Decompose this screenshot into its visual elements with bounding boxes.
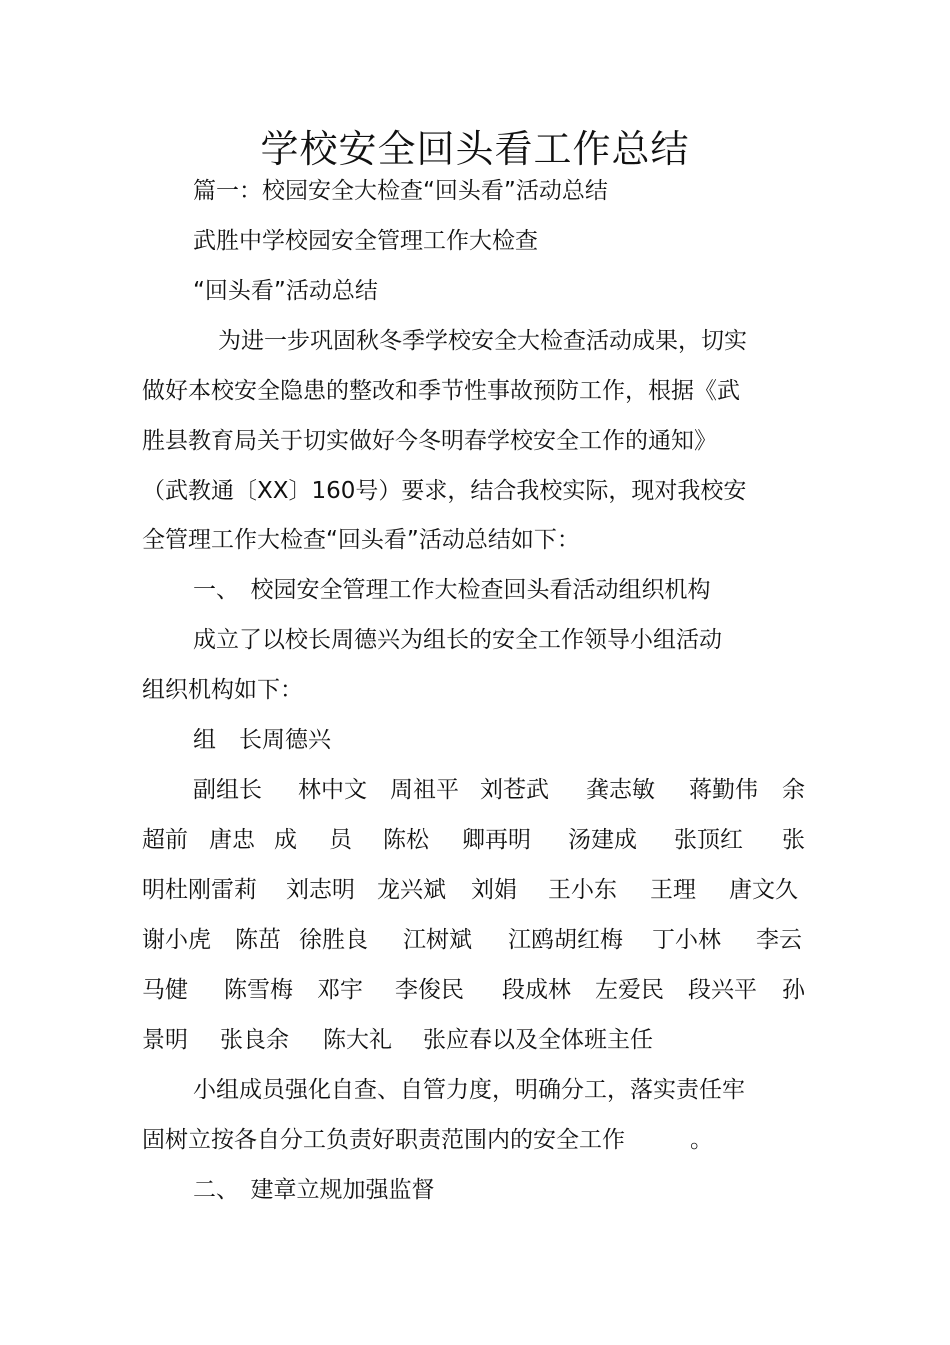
subtitle-line-2: “回头看”活动总结 bbox=[193, 278, 378, 304]
body-line: 胜县教育局关于切实做好今冬明春学校安全工作的通知》 bbox=[142, 428, 717, 454]
member-name: 唐忠 bbox=[209, 827, 255, 853]
member-name: 王小东 bbox=[548, 877, 617, 903]
article-heading: 篇一：校园安全大检查“回头看”活动总结 bbox=[193, 178, 608, 204]
period-mark: 。 bbox=[690, 1127, 713, 1153]
group-leader-line: 组 长周德兴 bbox=[193, 727, 331, 753]
member-name: 江树斌 bbox=[403, 927, 472, 953]
member-name: 林中文 bbox=[298, 777, 367, 803]
member-name: 周祖平 bbox=[390, 777, 459, 803]
member-name: 张 bbox=[782, 827, 805, 853]
body-line: 为进一步巩固秋冬季学校安全大检查活动成果，切实 bbox=[218, 328, 747, 354]
body-line: 固树立按各自分工负责好职责范围内的安全工作 bbox=[142, 1127, 625, 1153]
body-line: 全管理工作大检查“回头看”活动总结如下： bbox=[142, 527, 580, 553]
member-name: 超前 bbox=[142, 827, 188, 853]
member-row bbox=[142, 825, 806, 855]
member-name: 副组长 bbox=[193, 777, 262, 803]
member-name: 邓宇 bbox=[317, 977, 363, 1003]
section-heading-2: 二、 建章立规加强监督 bbox=[193, 1177, 435, 1203]
member-name: 陈松 bbox=[383, 827, 429, 853]
member-name: 李云 bbox=[756, 927, 802, 953]
member-name: 段成林 bbox=[502, 977, 571, 1003]
member-row bbox=[142, 1025, 806, 1055]
member-row bbox=[142, 925, 806, 955]
member-name: 卿再明 bbox=[462, 827, 531, 853]
member-name: 张良余 bbox=[220, 1027, 289, 1053]
subtitle-line-1: 武胜中学校园安全管理工作大检查 bbox=[193, 228, 538, 254]
member-name: 陈大礼 bbox=[323, 1027, 392, 1053]
member-name: 刘娟 bbox=[471, 877, 517, 903]
member-row bbox=[142, 875, 806, 905]
member-name: 汤建成 bbox=[568, 827, 637, 853]
member-name: 孙 bbox=[782, 977, 805, 1003]
member-name: 唐文久 bbox=[729, 877, 798, 903]
member-name: 张顶红 bbox=[674, 827, 743, 853]
body-line: 做好本校安全隐患的整改和季节性事故预防工作，根据《武 bbox=[142, 378, 740, 404]
member-name: 陈雪梅 bbox=[224, 977, 293, 1003]
member-name: 张应春以及全体班主任 bbox=[423, 1027, 653, 1053]
member-name: 陈茁 bbox=[235, 927, 281, 953]
member-name: 余 bbox=[782, 777, 805, 803]
member-name: 成 bbox=[274, 827, 297, 853]
member-name: 刘苍武 bbox=[480, 777, 549, 803]
member-name: 王理 bbox=[650, 877, 696, 903]
member-name: 景明 bbox=[142, 1027, 188, 1053]
member-name: 段兴平 bbox=[688, 977, 757, 1003]
body-line: 成立了以校长周德兴为组长的安全工作领导小组活动 bbox=[193, 627, 722, 653]
member-name: 江鸥胡红梅 bbox=[508, 927, 623, 953]
section-heading-1: 一、 校园安全管理工作大检查回头看活动组织机构 bbox=[193, 577, 711, 603]
body-line: 小组成员强化自查、自管力度，明确分工，落实责任牢 bbox=[193, 1077, 745, 1103]
member-name: 刘志明 bbox=[286, 877, 355, 903]
member-name: 李俊民 bbox=[395, 977, 464, 1003]
member-name: 明杜刚雷莉 bbox=[142, 877, 257, 903]
member-name: 左爱民 bbox=[595, 977, 664, 1003]
member-name: 龙兴斌 bbox=[377, 877, 446, 903]
body-line: 组织机构如下： bbox=[142, 677, 303, 703]
member-row bbox=[142, 775, 806, 805]
member-name: 徐胜良 bbox=[299, 927, 368, 953]
document-title: 学校安全回头看工作总结 bbox=[260, 127, 690, 171]
member-name: 谢小虎 bbox=[142, 927, 211, 953]
body-line: （武教通〔XX〕160号）要求，结合我校实际，现对我校安 bbox=[142, 478, 747, 504]
member-name: 丁小林 bbox=[652, 927, 721, 953]
member-name: 马健 bbox=[142, 977, 188, 1003]
member-name: 员 bbox=[329, 827, 352, 853]
member-name: 蒋勤伟 bbox=[689, 777, 758, 803]
member-row bbox=[142, 975, 806, 1005]
member-name: 龚志敏 bbox=[586, 777, 655, 803]
